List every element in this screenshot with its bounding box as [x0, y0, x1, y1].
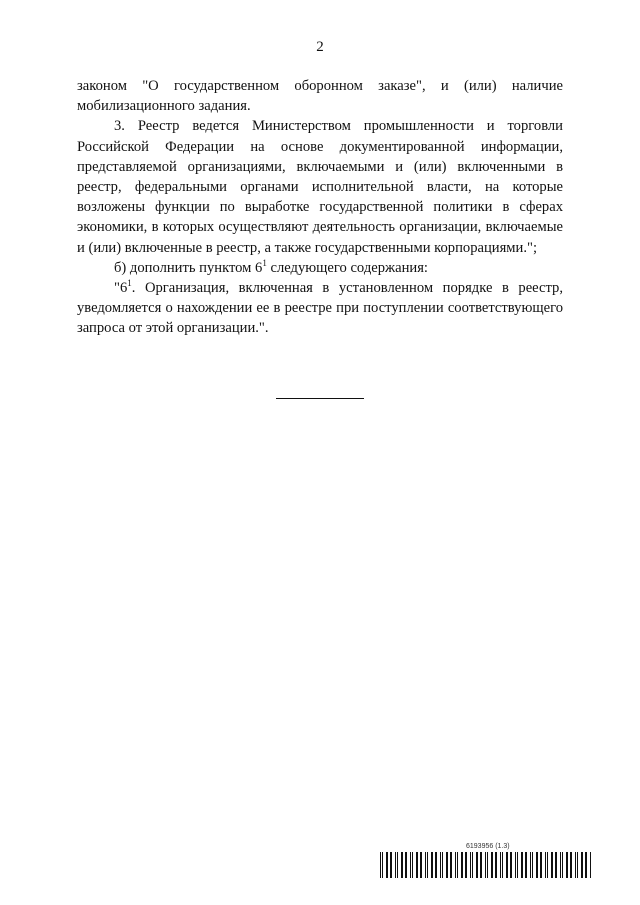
- barcode-bar: [395, 852, 396, 878]
- barcode-bar: [442, 852, 443, 878]
- barcode-bar: [410, 852, 411, 878]
- barcode-bar: [585, 852, 587, 878]
- barcode-bar: [440, 852, 441, 878]
- barcode-bar: [581, 852, 583, 878]
- barcode-bar: [472, 852, 473, 878]
- barcode-bar: [476, 852, 478, 878]
- page-number: 2: [316, 39, 324, 55]
- barcode-bar: [420, 852, 422, 878]
- barcode-bar: [480, 852, 482, 878]
- barcode-bar: [577, 852, 578, 878]
- barcode-bar: [562, 852, 563, 878]
- barcode-bar: [382, 852, 383, 878]
- barcode-bar: [560, 852, 561, 878]
- barcode-bar: [521, 852, 523, 878]
- document-body: [77, 76, 563, 339]
- barcode-bar: [515, 852, 516, 878]
- barcode-bar: [485, 852, 486, 878]
- barcode-bar: [435, 852, 437, 878]
- barcode-bar: [455, 852, 456, 878]
- closing-divider-line: [276, 398, 364, 399]
- barcode-bar: [457, 852, 458, 878]
- barcode-bar: [427, 852, 428, 878]
- paragraph-item-6-1-before: "6: [114, 280, 128, 297]
- superscript-index: 1: [127, 278, 132, 289]
- superscript-index: 1: [262, 257, 267, 268]
- barcode-bar: [530, 852, 531, 878]
- paragraph-subitem-b-before: б) дополнить пунктом 6: [114, 259, 263, 276]
- barcode-bar: [536, 852, 538, 878]
- barcode-bar: [502, 852, 503, 878]
- barcode-bar: [510, 852, 512, 878]
- barcode-bar: [425, 852, 426, 878]
- barcode-bar: [412, 852, 413, 878]
- paragraph-item-6-1: [77, 278, 563, 339]
- barcode-bar: [495, 852, 497, 878]
- barcode: [380, 852, 592, 878]
- barcode-bar: [390, 852, 392, 878]
- barcode-bar: [380, 852, 381, 878]
- barcode-bar: [525, 852, 527, 878]
- barcode-bar: [570, 852, 572, 878]
- barcode-bar: [540, 852, 542, 878]
- barcode-bar: [465, 852, 467, 878]
- barcode-bar: [397, 852, 398, 878]
- barcode-bar: [450, 852, 452, 878]
- barcode-bar: [461, 852, 463, 878]
- barcode-bar: [555, 852, 557, 878]
- barcode-bar: [470, 852, 471, 878]
- barcode-bar: [487, 852, 488, 878]
- paragraph-subitem-b-after: следующего содержания:: [266, 259, 428, 276]
- barcode-bar: [431, 852, 433, 878]
- document-code: 6193956 (1.3): [466, 843, 510, 850]
- paragraph-continuation: законом "О государственном оборонном заказе", и (или) наличие мобилизационного задания.: [77, 78, 563, 115]
- barcode-bar: [575, 852, 576, 878]
- barcode-bar: [517, 852, 518, 878]
- paragraph-subitem-b: [77, 258, 563, 278]
- barcode-bar: [446, 852, 448, 878]
- barcode-bar: [401, 852, 403, 878]
- barcode-bar: [491, 852, 493, 878]
- barcode-bar: [547, 852, 548, 878]
- paragraph-item-3: 3. Реестр ведется Министерством промышленности и торговли Российской Федерации на основе документированной информации, представляемой организациями, включаемыми и (или) включенными в реестр, федеральными органами исполнительной власти, на которые возложены функции по выработке государственной политики в сферах экономики, в которых осуществляют деятельность организации, включаемые и (или) включенные в реестр, а также государственными корпорациями.";: [77, 118, 563, 256]
- barcode-bar: [405, 852, 407, 878]
- barcode-bar: [566, 852, 568, 878]
- barcode-bar: [551, 852, 553, 878]
- barcode-bar: [386, 852, 388, 878]
- barcode-bar: [545, 852, 546, 878]
- barcode-bar: [416, 852, 418, 878]
- barcode-bar: [532, 852, 533, 878]
- barcode-bar: [590, 852, 591, 878]
- barcode-bar: [506, 852, 508, 878]
- barcode-bar: [500, 852, 501, 878]
- paragraph-item-6-1-after: . Организация, включенная в установленном порядке в реестр, уведомляется о нахождении ее в реестре при поступлении соответствующего запроса от этой организации.".: [77, 280, 563, 337]
